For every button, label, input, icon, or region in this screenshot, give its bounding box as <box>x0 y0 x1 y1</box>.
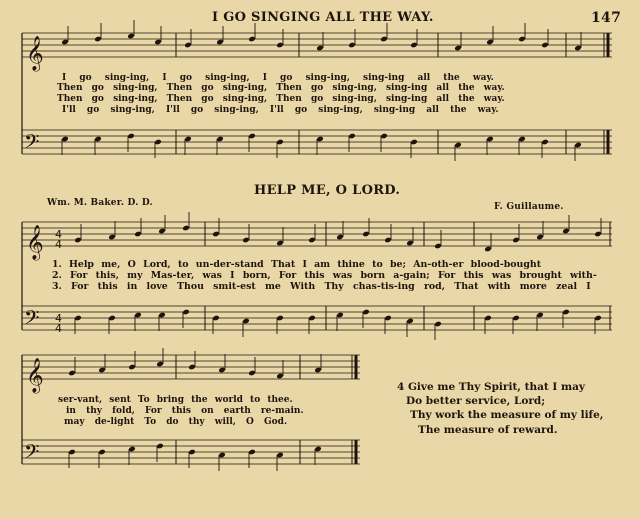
hymn1-lyric-verse-1: I go sing-ing, I go sing-ing, I go sing-ing, sing-ing all the way. <box>62 73 494 83</box>
verse4-line-3: Thy work the measure of my life, <box>410 409 604 421</box>
treble-clef-icon: 𝄞 <box>26 358 44 393</box>
hymn2-author: Wm. M. Baker. D. D. <box>47 198 153 208</box>
page-number: 147 <box>591 10 622 26</box>
hymn2-title: HELP ME, O LORD. <box>254 183 401 198</box>
hymn2-lyric-verse-2a: 2. For this, my Mas-ter, was I born, For this was born a-gain; For this was brought with- <box>52 270 597 281</box>
bass-clef-icon: 𝄢 <box>24 440 40 468</box>
bass-clef-icon: 𝄢 <box>24 306 40 334</box>
hymn2-lyric-verse-3b: may de-light To do thy will, O God. <box>64 417 288 427</box>
treble-clef-icon: 𝄞 <box>26 36 44 71</box>
hymn1-lyric-verse-2: Then go sing-ing, Then go sing-ing, Then go sing-ing, sing-ing all the way. <box>57 83 505 93</box>
bass-clef-icon: 𝄢 <box>24 130 40 158</box>
hymn2-lyric-verse-1a: 1. Help me, O Lord, to un-der-stand That I am thine to be; An-oth-er blood-bought <box>52 259 542 270</box>
hymn1-lyric-verse-4: I'll go sing-ing, I'll go sing-ing, I'll go sing-ing, sing-ing all the way. <box>62 105 499 115</box>
time-signature-top: 4 <box>55 312 62 325</box>
hymn2-lyric-verse-3a: 3. For this in love Thou smit-est me With Thy chas-tis-ing rod, That with more zeal I <box>52 281 591 292</box>
time-signature-bottom: 4 <box>55 238 62 251</box>
treble-clef-icon: 𝄞 <box>26 225 44 260</box>
time-signature-bottom: 4 <box>55 322 62 335</box>
hymn2-composer: F. Guillaume. <box>494 202 564 212</box>
verse4-line-1: 4 Give me Thy Spirit, that I may <box>397 381 585 393</box>
hymn1-title: I GO SINGING ALL THE WAY. <box>212 10 434 25</box>
hymn2-lyric-verse-1b: ser-vant, sent To bring the world to thee. <box>58 395 293 405</box>
verse4-line-2: Do better service, Lord; <box>406 395 546 407</box>
time-signature-top: 4 <box>55 228 62 241</box>
hymn2-lyric-verse-2b: in thy fold, For this on earth re-main. <box>66 406 304 416</box>
verse4-line-4: The measure of reward. <box>418 424 558 436</box>
hymn1-lyric-verse-3: Then go sing-ing, Then go sing-ing, Then go sing-ing, sing-ing all the way. <box>57 94 505 104</box>
